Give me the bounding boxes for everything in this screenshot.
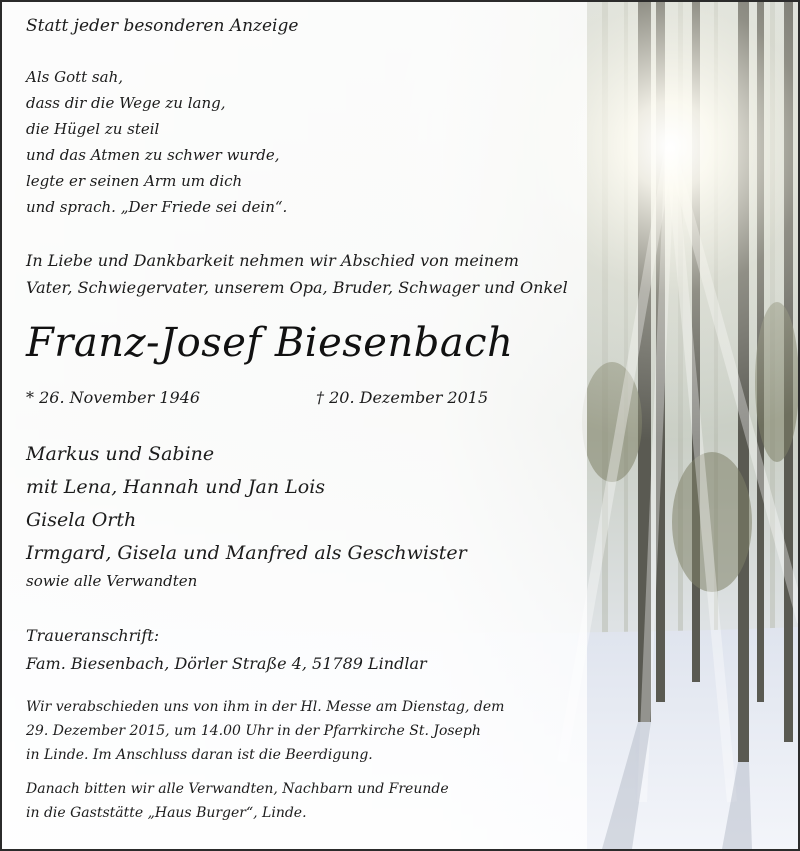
birth-date: * 26. November 1946 [26, 388, 201, 407]
poem-line: Als Gott sah, [26, 68, 124, 86]
poem [26, 64, 287, 220]
address-line: Fam. Biesenbach, Dörler Straße 4, 51789 Lindlar [26, 654, 427, 673]
deceased-name: Franz-Josef Biesenbach [26, 320, 514, 366]
poem-line: die Hügel zu steil [26, 120, 160, 138]
intro-text [26, 247, 568, 301]
service-line: Wir verabschieden uns von ihm in der Hl. Messe am Dienstag, dem [26, 699, 505, 715]
intro-line: Vater, Schwiegervater, unserem Opa, Bruder, Schwager und Onkel [26, 278, 568, 297]
mourner-line: Gisela Orth [26, 509, 137, 531]
reception-line: in die Gaststätte „Haus Burger“, Linde. [26, 805, 307, 821]
relatives-line: sowie alle Verwandten [26, 572, 198, 590]
poem-line: und das Atmen zu schwer wurde, [26, 146, 280, 164]
notice-header: Statt jeder besonderen Anzeige [26, 16, 299, 36]
poem-line: legte er seinen Arm um dich [26, 172, 243, 190]
mourner-line: Markus und Sabine [26, 443, 215, 465]
mourner-line: mit Lena, Hannah und Jan Lois [26, 476, 326, 498]
poem-line: dass dir die Wege zu lang, [26, 94, 226, 112]
reception-line: Danach bitten wir alle Verwandten, Nachbarn und Freunde [26, 781, 449, 797]
mourner-line: Irmgard, Gisela und Manfred als Geschwister [26, 542, 467, 564]
poem-line: und sprach. „Der Friede sei dein“. [26, 198, 288, 216]
death-date: † 20. Dezember 2015 [316, 388, 489, 407]
mourners-list [26, 438, 467, 570]
service-line: in Linde. Im Anschluss daran ist die Beerdigung. [26, 747, 373, 763]
reception-details [26, 777, 449, 825]
intro-line: In Liebe und Dankbarkeit nehmen wir Abschied von meinem [26, 251, 519, 270]
address-label: Traueranschrift: [26, 626, 160, 645]
service-line: 29. Dezember 2015, um 14.00 Uhr in der Pfarrkirche St. Joseph [26, 723, 481, 739]
mourning-address [26, 622, 427, 678]
service-details [26, 695, 504, 767]
